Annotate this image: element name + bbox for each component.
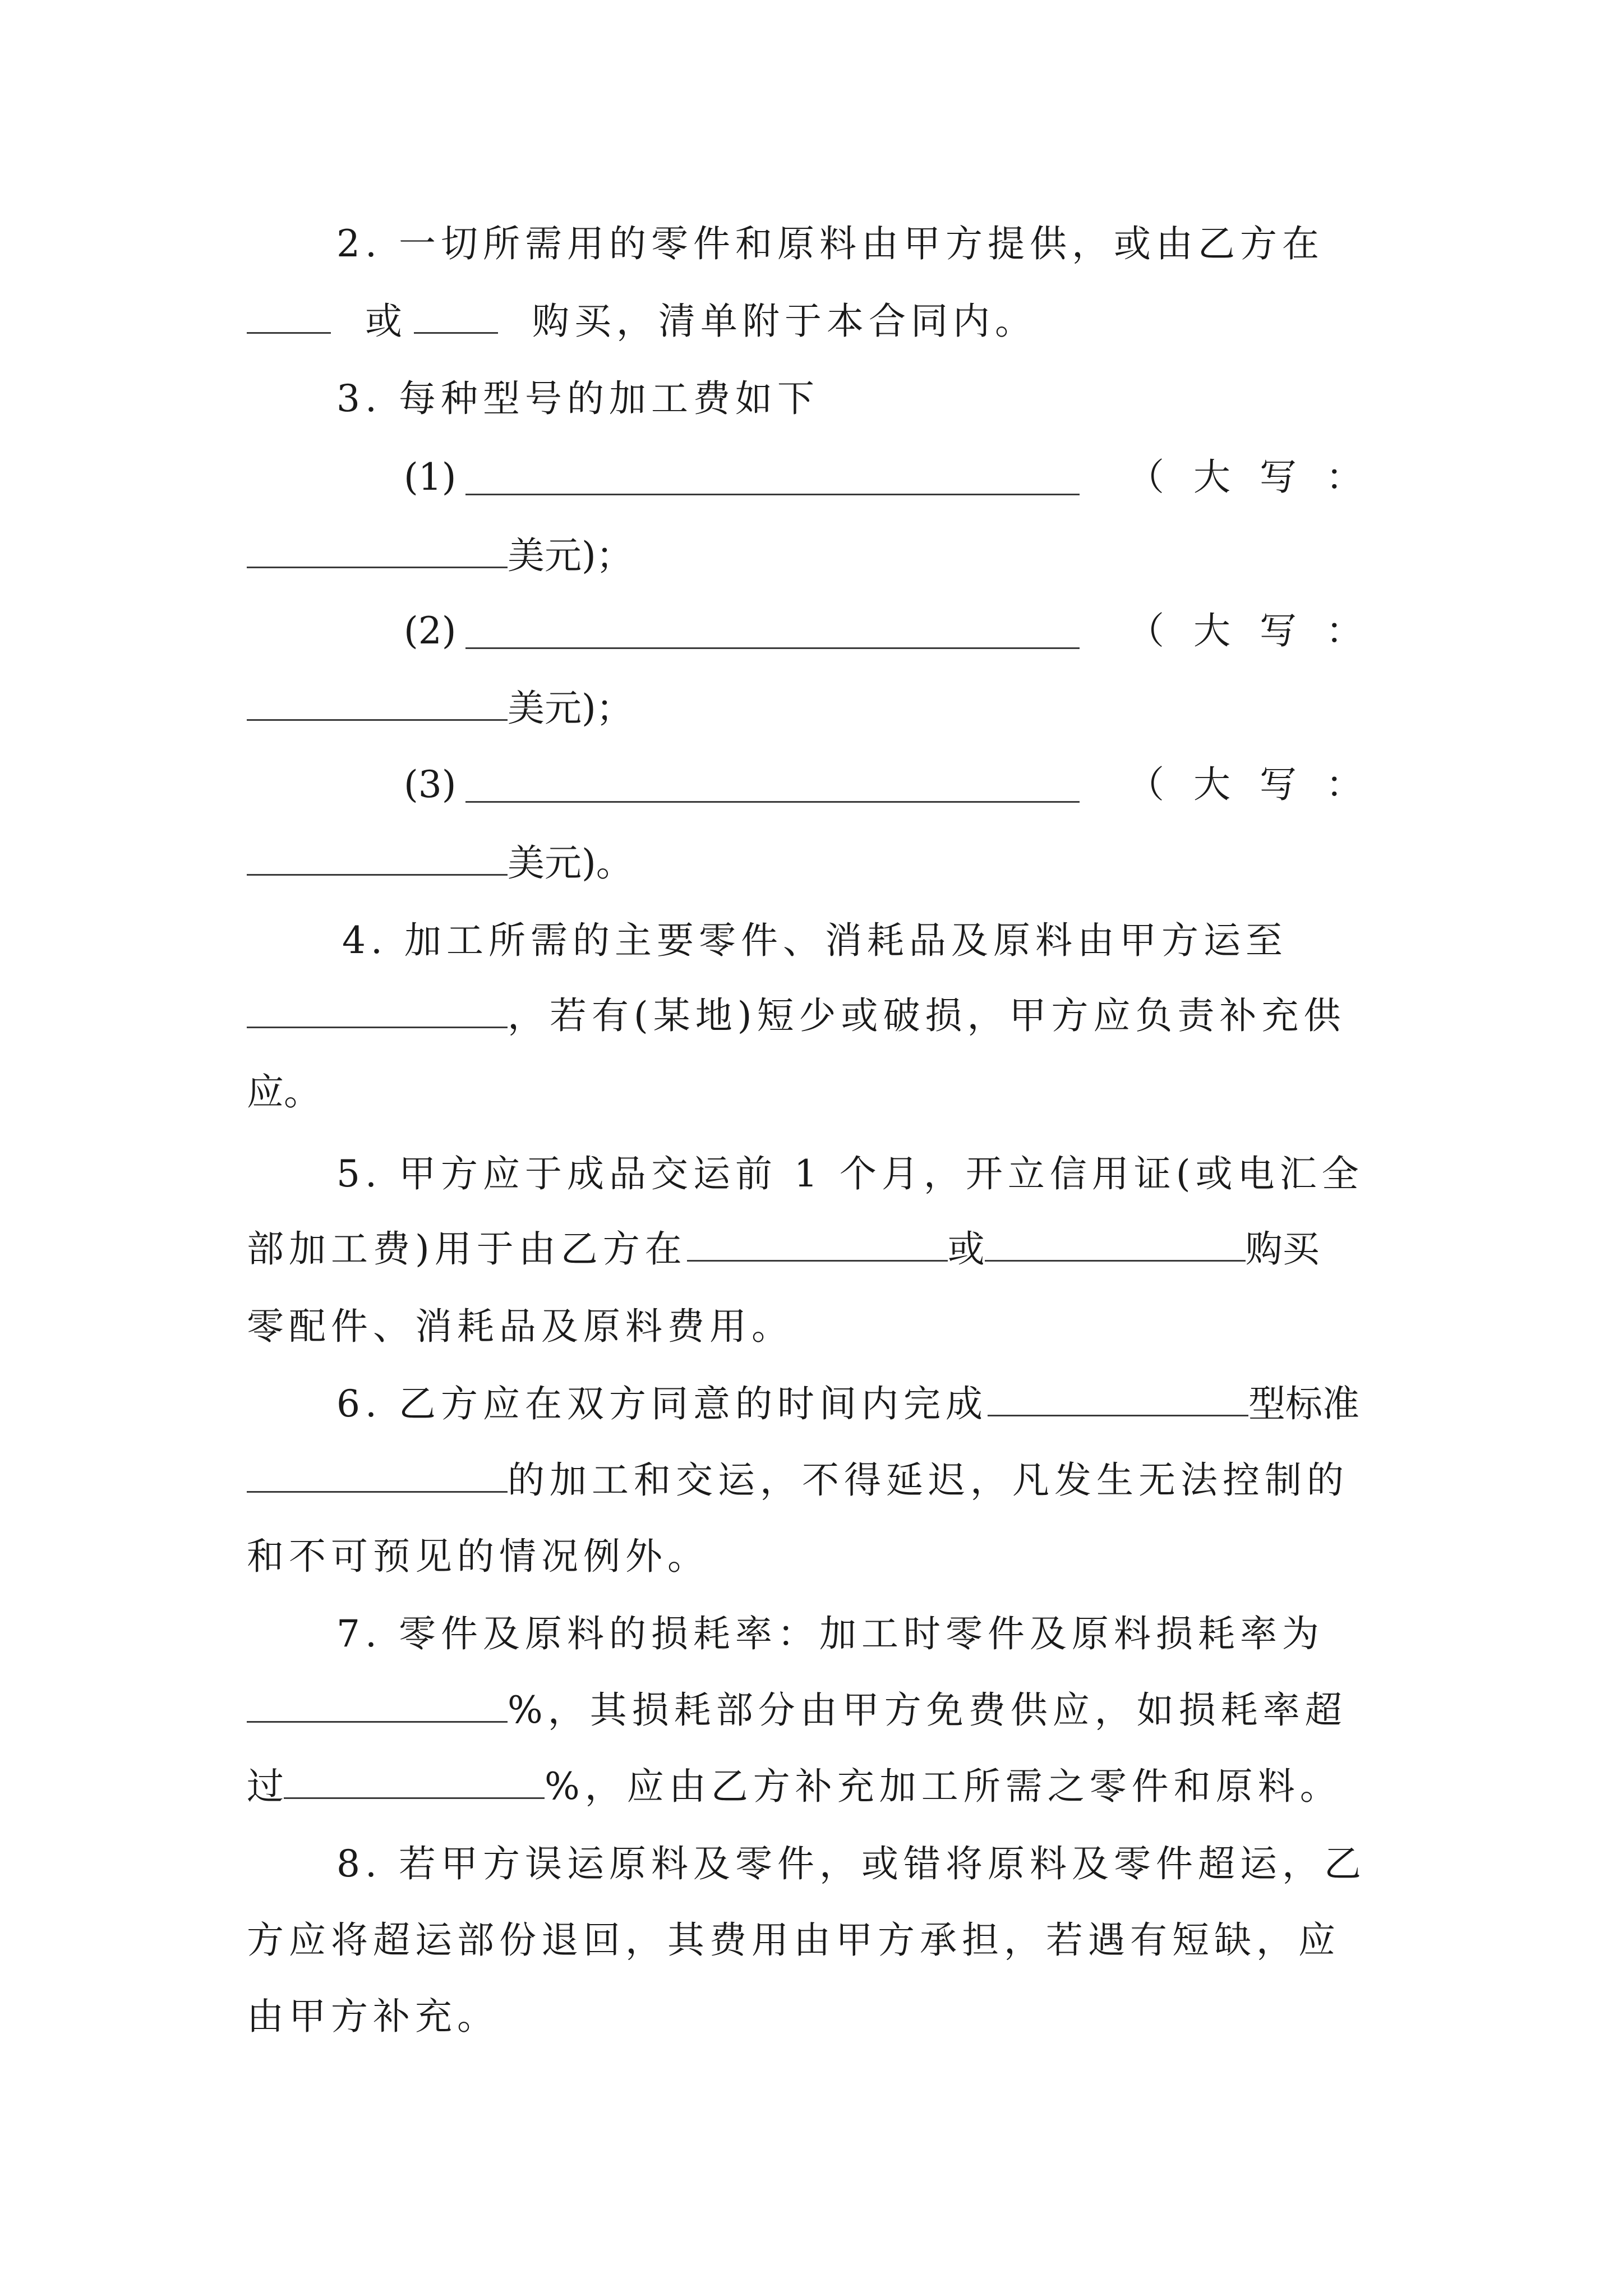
xie-char: 写 xyxy=(1260,763,1297,806)
or-text: 或 xyxy=(365,300,402,343)
clause-4-line-1: 4. 加工所需的主要零件、消耗品及原料由甲方运至 xyxy=(342,919,1288,962)
blank-field xyxy=(247,525,508,568)
open-paren: （ xyxy=(1127,455,1164,499)
blank-field xyxy=(247,291,331,334)
clause-5-line-2 xyxy=(247,1218,1320,1280)
clause-2-line-1: 2. 一切所需用的零件和原料由甲方提供，或由乙方在 xyxy=(336,222,1324,265)
clause-5-line-3: 零配件、消耗品及原料费用。 xyxy=(247,1305,794,1348)
clause-7-line-1: 7. 零件及原料的损耗率：加工时零件及原料损耗率为 xyxy=(336,1612,1324,1655)
xie-char: 写 xyxy=(1260,609,1297,652)
clause-8-line-2: 方应将超运部份退回，其费用由甲方承担，若遇有短缺，应 xyxy=(247,1918,1340,1962)
da-char: 大 xyxy=(1193,609,1230,652)
fee-item-2-capital xyxy=(1127,600,1363,662)
clause-3-heading: 3. 每种型号的加工费如下 xyxy=(336,377,819,420)
fee-item-2-line-2 xyxy=(247,678,633,739)
fee-item-3-capital xyxy=(1127,754,1363,816)
blank-field xyxy=(247,678,508,721)
clause-7-line-3-tail: %，应由乙方补充加工所需之零件和原料。 xyxy=(545,1765,1342,1808)
clause-5-line-1: 5. 甲方应于成品交运前 1 个月，开立信用证(或电汇全 xyxy=(336,1152,1364,1195)
blank-field xyxy=(687,1218,948,1262)
da-char: 大 xyxy=(1193,455,1230,499)
open-paren: （ xyxy=(1127,763,1164,806)
clause-7-line-3 xyxy=(247,1756,1342,1818)
clause-5-line-2-head: 部加工费)用于由乙方在 xyxy=(247,1227,687,1271)
xie-char: 写 xyxy=(1260,455,1297,499)
clause-8-line-1: 8. 若甲方误运原料及零件，或错将原料及零件超运，乙 xyxy=(336,1842,1366,1885)
clause-6-line-1 xyxy=(336,1373,1359,1435)
clause-7-line-2-tail: %，其损耗部分由甲方免费供应，如损耗率超 xyxy=(508,1688,1347,1732)
model-standard-text: 型标准 xyxy=(1248,1382,1359,1425)
clause-4-line-2 xyxy=(247,985,1346,1047)
fee-item-3-number: (3) xyxy=(404,763,457,806)
blank-field xyxy=(985,1218,1246,1262)
da-char: 大 xyxy=(1193,763,1230,806)
usd-text: 美元)。 xyxy=(508,841,633,885)
usd-text: 美元)； xyxy=(508,687,633,730)
usd-text: 美元)； xyxy=(508,534,633,577)
clause-6-line-3: 和不可预见的情况例外。 xyxy=(247,1535,709,1578)
purchase-text: 购买 xyxy=(1245,1227,1320,1271)
clause-8-line-3: 由甲方补充。 xyxy=(247,1995,499,2038)
fee-item-3-blank xyxy=(465,760,1080,803)
clause-2-line-2 xyxy=(247,291,1037,352)
fee-item-2-number: (2) xyxy=(404,609,457,652)
clause-6-line-2 xyxy=(247,1450,1349,1511)
fee-item-1-line-2 xyxy=(247,525,633,587)
fee-item-1-number: (1) xyxy=(404,455,457,499)
or-text: 或 xyxy=(947,1227,985,1271)
clause-6-line-1-head: 6. 乙方应在双方同意的时间内完成 xyxy=(336,1382,988,1425)
blank-field xyxy=(247,1680,508,1723)
clause-4-line-3: 应。 xyxy=(247,1070,321,1114)
colon: ： xyxy=(1326,763,1363,806)
blank-field xyxy=(988,1373,1248,1416)
blank-field xyxy=(414,291,498,334)
blank-field xyxy=(284,1756,545,1799)
blank-field xyxy=(247,1450,508,1493)
fee-item-1-capital xyxy=(1127,447,1363,508)
colon: ： xyxy=(1326,455,1363,499)
clause-4-line-2-tail: ，若有(某地)短少或破损，甲方应负责补充供 xyxy=(508,994,1346,1037)
blank-field xyxy=(247,985,508,1028)
fee-item-3-line-2 xyxy=(247,832,633,894)
clause-2-line-2-tail: 购买，清单附于本合同内。 xyxy=(532,300,1037,343)
clause-6-line-2-tail: 的加工和交运，不得延迟，凡发生无法控制的 xyxy=(508,1458,1349,1502)
clause-7-line-2 xyxy=(247,1680,1347,1741)
colon: ： xyxy=(1326,609,1363,652)
open-paren: （ xyxy=(1127,609,1164,652)
fee-item-2-blank xyxy=(465,606,1080,649)
fee-item-1-blank xyxy=(465,452,1080,495)
over-text: 过 xyxy=(247,1765,284,1808)
blank-field xyxy=(247,832,508,876)
